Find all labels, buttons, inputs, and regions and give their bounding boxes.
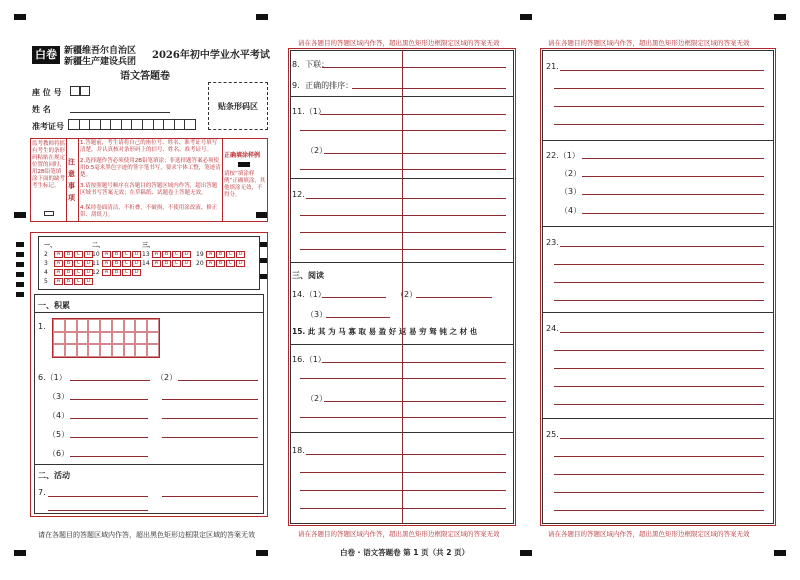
answer-line[interactable] <box>70 399 148 400</box>
answer-line[interactable] <box>306 198 506 199</box>
answer-line[interactable] <box>582 158 764 159</box>
divider <box>66 138 67 222</box>
q6-5-label: （5） <box>48 430 70 439</box>
answer-line[interactable] <box>70 456 148 457</box>
footer-notice-left: 请在各题目的答题区域内作答，超出黑色矩形边框限定区域的答案无效 <box>38 531 255 539</box>
answer-line[interactable] <box>560 438 764 439</box>
col3-top-notice: 请在各题目的答题区域内作答，超出黑色矩形边框限定区域的答案无效 <box>548 39 750 47</box>
registration-mark <box>256 14 268 20</box>
timing-mark <box>16 242 24 247</box>
q9-label: 9．正确的排序： <box>292 81 354 90</box>
answer-line[interactable] <box>320 114 506 115</box>
group-label-1: 一、 <box>44 242 57 249</box>
answer-line[interactable] <box>560 70 764 71</box>
fill-example-desc: 请按“填涂样例”正确填涂，其他填涂无效，不得分。 <box>224 171 266 198</box>
q25-label: 25. <box>546 430 559 439</box>
answer-line[interactable] <box>70 380 150 381</box>
answer-line[interactable] <box>554 88 764 89</box>
divider <box>542 312 774 313</box>
notice-item-3: 3.请按照题号顺序在各题目的答题区域内作答，超出答题区域书写答案无效；在草稿纸、试题卷上答题无效。 <box>80 183 218 196</box>
absent-note: 监考教师将摇有考生的条形码粘贴在规定位置的同时，用2B铅笔填涂下面的缺考考生标记。 <box>32 141 66 189</box>
paper-badge: 白卷 <box>32 46 60 64</box>
answer-line[interactable] <box>554 350 764 351</box>
answer-line[interactable] <box>554 368 764 369</box>
fill-example-mark <box>238 162 250 167</box>
answer-line[interactable] <box>554 474 764 475</box>
answer-line[interactable] <box>300 472 506 473</box>
absent-mark-box[interactable] <box>44 211 54 216</box>
group-label-2: 二、 <box>92 242 105 249</box>
divider <box>542 418 774 419</box>
answer-line[interactable] <box>300 215 506 216</box>
answer-line[interactable] <box>554 300 764 301</box>
registration-mark <box>774 550 786 556</box>
answer-line[interactable] <box>162 418 258 419</box>
answer-line[interactable] <box>554 404 764 405</box>
choice-row[interactable]: 5 A B C D <box>44 278 94 285</box>
notice-item-1: 1.答题前，考生请将自己的座位号、姓名、准考证号填写清楚，并认真核对条形码上的信号、姓名、准考证号。 <box>80 140 218 153</box>
divider <box>542 226 774 227</box>
timing-mark <box>16 272 24 277</box>
seat-box[interactable] <box>70 86 80 96</box>
q22-1-label: 22.（1） <box>546 151 580 160</box>
barcode-area: 贴条形码区 <box>208 82 268 130</box>
q16-1-label: 16.（1） <box>292 355 326 364</box>
answer-line[interactable] <box>70 437 148 438</box>
registration-mark <box>256 550 268 556</box>
answer-line[interactable] <box>554 492 764 493</box>
right-inner-box <box>542 50 774 524</box>
answer-line[interactable] <box>582 213 764 214</box>
q22-3-label: （3） <box>560 187 582 196</box>
answer-line[interactable] <box>554 106 764 107</box>
q24-label: 24. <box>546 324 559 333</box>
answer-line[interactable] <box>162 437 258 438</box>
choice-row[interactable]: 14 A B C D <box>142 260 192 267</box>
col3-bottom-notice: 请在各题目的答题区域内作答，超出黑色矩形边框限定区域的答案无效 <box>548 530 750 538</box>
name-label: 姓 名 <box>32 105 51 114</box>
answer-line[interactable] <box>416 297 492 298</box>
answer-line[interactable] <box>300 249 506 250</box>
answer-line[interactable] <box>324 153 506 154</box>
q16-2-label: （2） <box>306 394 328 403</box>
q6-4-label: （4） <box>48 411 70 420</box>
choice-row[interactable]: 10 A B C D <box>92 251 142 258</box>
answer-line[interactable] <box>162 496 258 497</box>
ticket-number-boxes[interactable] <box>68 119 196 130</box>
divider <box>222 138 223 222</box>
col2-top-notice: 请在各题目的答题区域内作答，超出黑色矩形边框限定区域的答案无效 <box>298 39 500 47</box>
answer-line[interactable] <box>300 417 506 418</box>
answer-line[interactable] <box>70 418 148 419</box>
answer-line[interactable] <box>322 362 506 363</box>
answer-line[interactable] <box>554 264 764 265</box>
answer-line[interactable] <box>554 124 764 125</box>
registration-mark <box>14 550 26 556</box>
registration-mark <box>14 212 26 218</box>
q22-2-label: （2） <box>560 169 582 178</box>
q21-label: 21. <box>546 62 559 71</box>
timing-mark <box>16 252 24 257</box>
q7-label: 7. <box>38 488 46 497</box>
answer-line[interactable] <box>300 490 506 491</box>
answer-line[interactable] <box>306 454 506 455</box>
answer-line[interactable] <box>582 194 764 195</box>
org-line-1: 新疆维吾尔自治区 <box>64 46 137 56</box>
divider <box>542 140 774 141</box>
q23-label: 23. <box>546 238 559 247</box>
q15-text: 15. 此 其 为 马 寡 取 易 盈 好 返 易 穷 驽 钝 之 材 也 <box>292 327 478 336</box>
seat-box[interactable] <box>80 86 90 96</box>
answer-line[interactable] <box>300 169 506 170</box>
registration-mark <box>14 14 26 20</box>
registration-mark <box>520 14 532 20</box>
answer-line[interactable] <box>300 232 506 233</box>
q22-4-label: （4） <box>560 206 582 215</box>
answer-line[interactable] <box>300 508 506 509</box>
q1-label: 1. <box>38 322 46 331</box>
answer-line[interactable] <box>162 399 258 400</box>
answer-line[interactable] <box>560 246 764 247</box>
fill-example-title: 正确填涂样例 <box>224 152 261 159</box>
q11-2-label: （2） <box>306 146 328 155</box>
divider <box>78 138 79 222</box>
divider <box>34 464 264 465</box>
notice-item-4: 4.保持卷面清洁，不折叠，不破损，不使用涂改液、修正带、刮纸刀。 <box>80 205 218 218</box>
q11-1-label: 11.（1） <box>292 107 326 116</box>
registration-mark <box>520 550 532 556</box>
choice-row[interactable]: 2 A B C D <box>44 251 94 258</box>
answer-line[interactable] <box>324 401 506 402</box>
answer-line[interactable] <box>554 386 764 387</box>
answer-line[interactable] <box>178 380 258 381</box>
answer-line[interactable] <box>322 67 506 68</box>
q14-2-label: （2） <box>396 290 418 299</box>
divider <box>34 312 264 313</box>
paper-title: 语文答题卷 <box>120 71 170 82</box>
exam-title: 2026年初中学业水平考试 <box>152 50 270 61</box>
answer-line[interactable] <box>322 297 386 298</box>
q6-3-label: （3） <box>48 392 70 401</box>
answer-line[interactable] <box>48 510 148 511</box>
q12-label: 12. <box>292 190 305 199</box>
choice-row[interactable]: 12 A B C D <box>92 269 142 276</box>
registration-mark <box>774 14 786 20</box>
name-field[interactable] <box>70 112 170 113</box>
timing-mark <box>16 282 24 287</box>
org-line-2: 新疆生产建设兵团 <box>64 57 137 67</box>
choice-row[interactable]: 19 A B C D <box>196 251 246 258</box>
group-label-3: 三、 <box>142 242 155 249</box>
answer-line[interactable] <box>48 496 148 497</box>
ticket-label: 准考证号 <box>32 122 64 131</box>
notice-item-2: 2.选择题作答必须使用2B铅笔填涂；非选择题答案必须使用0.5毫米黑色字迹的签字笔书写，要求字体工整，笔迹清楚。 <box>80 158 221 178</box>
seat-label: 座 位 号 <box>32 88 62 97</box>
answer-line[interactable] <box>554 282 764 283</box>
q6-6-label: （6） <box>48 449 70 458</box>
answer-line[interactable] <box>560 332 764 333</box>
notice-title: 注意事项 <box>68 158 75 202</box>
answer-line[interactable] <box>300 378 506 379</box>
character-grid[interactable] <box>52 318 160 358</box>
q14-3-label: （3） <box>306 310 328 319</box>
fold-line <box>402 50 403 524</box>
q6-1-label: 6.（1） <box>38 373 67 382</box>
q18-label: 18. <box>292 446 305 455</box>
timing-mark <box>16 292 24 297</box>
choice-row[interactable]: 13 A B C D <box>142 251 192 258</box>
answer-line[interactable] <box>582 176 764 177</box>
answer-line[interactable] <box>554 510 764 511</box>
answer-line[interactable] <box>554 456 764 457</box>
answer-line[interactable] <box>326 317 390 318</box>
section-1-title: 一、积累 <box>38 301 70 310</box>
answer-line[interactable] <box>300 130 506 131</box>
timing-mark <box>16 262 24 267</box>
choice-row[interactable]: 3 A B C D <box>44 260 94 267</box>
col2-bottom-notice: 请在各题目的答题区域内作答，超出黑色矩形边框限定区域的答案无效 <box>298 530 500 538</box>
section-2-title: 二、活动 <box>38 471 70 480</box>
answer-line[interactable] <box>352 88 506 89</box>
choice-row[interactable]: 4 A B C D <box>44 269 94 276</box>
page-footer: 白卷 · 语文答题卷 第 1 页（共 2 页） <box>340 548 470 557</box>
choice-row[interactable]: 20 A B C D <box>196 260 246 267</box>
q14-1-label: 14.（1） <box>292 290 326 299</box>
q8-label: 8．下联： <box>292 60 330 69</box>
choice-row[interactable]: 11 A B C D <box>92 260 142 267</box>
q6-2-label: （2） <box>156 373 178 382</box>
section-3-title: 三、阅读 <box>292 271 324 280</box>
